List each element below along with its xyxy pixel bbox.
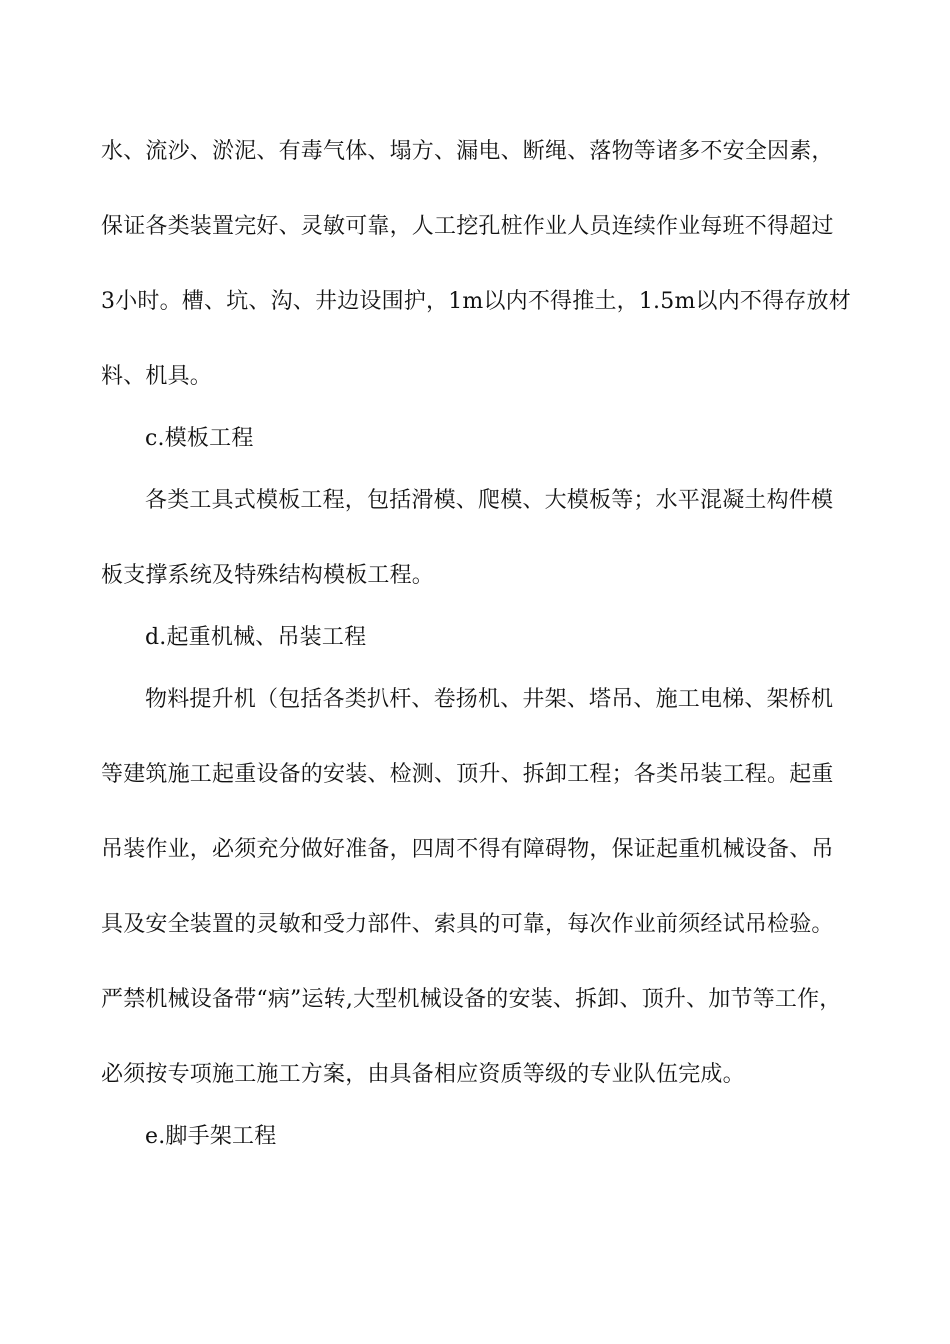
section-heading-c: c.模板工程 [145, 426, 254, 451]
paragraph-line: 3小时。槽、坑、沟、井边设围护，1m以内不得推土，1.5m以内不得存放材 [101, 289, 851, 314]
section-heading-e: e.脚手架工程 [145, 1124, 277, 1149]
paragraph-line: 具及安全装置的灵敏和受力部件、索具的可靠，每次作业前须经试吊检验。 [101, 912, 834, 937]
paragraph-line: 严禁机械设备带“病”运转,大型机械设备的安装、拆卸、顶升、加节等工作， [101, 987, 842, 1012]
paragraph-line: 水、流沙、淤泥、有毒气体、塌方、漏电、断绳、落物等诸多不安全因素， [101, 139, 834, 164]
paragraph-line: 吊装作业，必须充分做好准备，四周不得有障碍物，保证起重机械设备、吊 [101, 837, 834, 862]
paragraph-line: 料、机具。 [101, 364, 213, 389]
paragraph-line: 各类工具式模板工程，包括滑模、爬模、大模板等；水平混凝土构件模 [145, 488, 834, 513]
paragraph-line: 等建筑施工起重设备的安装、检测、顶升、拆卸工程；各类吊装工程。起重 [101, 762, 834, 787]
paragraph-line: 物料提升机（包括各类扒杆、卷扬机、井架、塔吊、施工电梯、架桥机 [145, 687, 834, 712]
paragraph-line: 保证各类装置完好、灵敏可靠，人工挖孔桩作业人员连续作业每班不得超过 [101, 214, 834, 239]
section-heading-d: d.起重机械、吊装工程 [145, 625, 367, 650]
paragraph-line: 必须按专项施工施工方案，由具备相应资质等级的专业队伍完成。 [101, 1062, 745, 1087]
paragraph-line: 板支撑系统及特殊结构模板工程。 [101, 563, 435, 588]
